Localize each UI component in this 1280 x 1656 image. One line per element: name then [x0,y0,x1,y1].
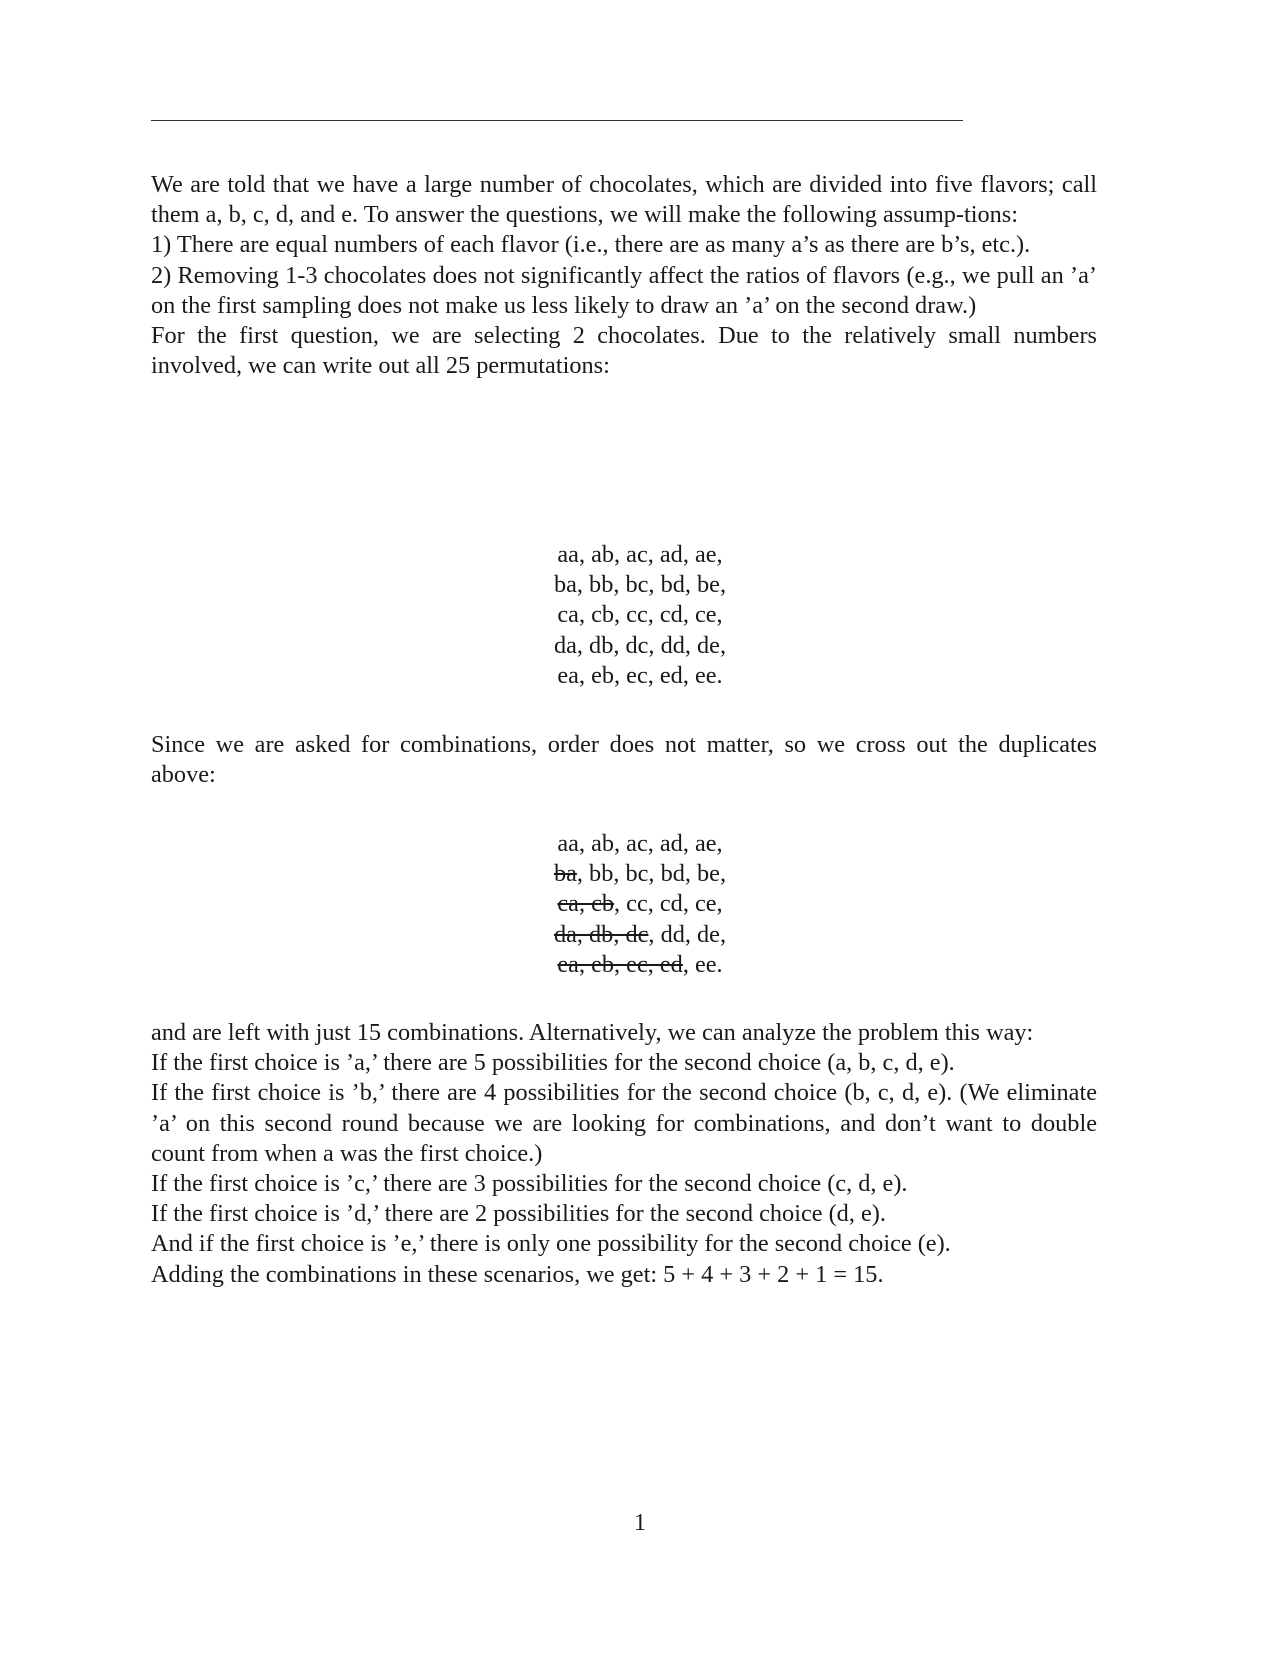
intro-text [151,170,1097,381]
since-paragraph: Since we are asked for combinations, order does not matter, so we cross out the duplicates above: [151,731,1097,789]
permutation-row: aa, ab, ac, ad, ae, [557,541,723,568]
struck-duplicates: ba [553,860,577,888]
combination-row [0,829,1280,859]
case-a-paragraph: If the first choice is ’a,’ there are 5 possibilities for the second choice (a, b, c, d, e). [151,1049,955,1077]
remaining-combinations: , ee. [682,950,723,978]
struck-duplicates: ea, eb, ec, ed [557,950,683,978]
remaining-combinations: , cc, cd, ce, [614,890,723,918]
page-number: 1 [634,1510,646,1536]
combination-row [0,950,1280,980]
assumption-2: 2) Removing 1-3 chocolates does not significantly affect the ratios of flavors (e.g., we pull an ’a’ on the first sampling does not make us less likely to draw an ’a’ on the second draw.) [151,261,1097,319]
combination-row [0,889,1280,919]
struck-duplicates: da, db, dc [553,920,649,948]
first-question-paragraph: For the first question, we are selecting 2 chocolates. Due to the relatively small numbers involved, we can write out all 25 permutations: [151,322,1097,380]
intro-paragraph: We are told that we have a large number of chocolates, which are divided into five flavors; call them a, b, c, d, and e. To answer the questions, we will make the following assump-tions: [151,171,1097,229]
analysis-text [151,1018,1097,1290]
remaining-combinations: aa, ab, ac, ad, ae, [557,830,723,857]
remaining-combinations: , bb, bc, bd, be, [576,860,727,888]
alternative-paragraph: and are left with just 15 combinations. Alternatively, we can analyze the problem this way: [151,1019,1034,1046]
combination-row [0,920,1280,950]
remaining-combinations: , dd, de, [648,920,727,948]
permutation-row: ea, eb, ec, ed, ee. [557,661,723,689]
top-rule [151,120,963,121]
case-c-paragraph: If the first choice is ’c,’ there are 3 possibilities for the second choice (c, d, e). [151,1170,908,1198]
struck-duplicates: ca, cb [557,890,615,918]
combinations-list [0,829,1280,980]
permutations-list [0,540,1280,691]
since-text [151,730,1097,790]
permutation-row: ba, bb, bc, bd, be, [553,571,727,599]
combination-row [0,859,1280,889]
case-e-paragraph: And if the first choice is ’e,’ there is only one possibility for the second choice (e). [151,1230,951,1258]
case-d-paragraph: If the first choice is ’d,’ there are 2 possibilities for the second choice (d, e). [151,1200,886,1228]
case-b-paragraph: If the first choice is ’b,’ there are 4 possibilities for the second choice (b, c, d, e). (We eliminate ’a’ on this second round because we are looking for combinations, and don’t want to double count from when a was the first choice.) [151,1079,1097,1167]
sum-paragraph: Adding the combinations in these scenarios, we get: 5 + 4 + 3 + 2 + 1 = 15. [151,1260,884,1288]
permutation-row: ca, cb, cc, cd, ce, [557,601,723,629]
assumption-1: 1) There are equal numbers of each flavor (i.e., there are as many a’s as there are b’s, etc.). [151,231,1031,259]
permutation-row: da, db, dc, dd, de, [553,631,727,659]
